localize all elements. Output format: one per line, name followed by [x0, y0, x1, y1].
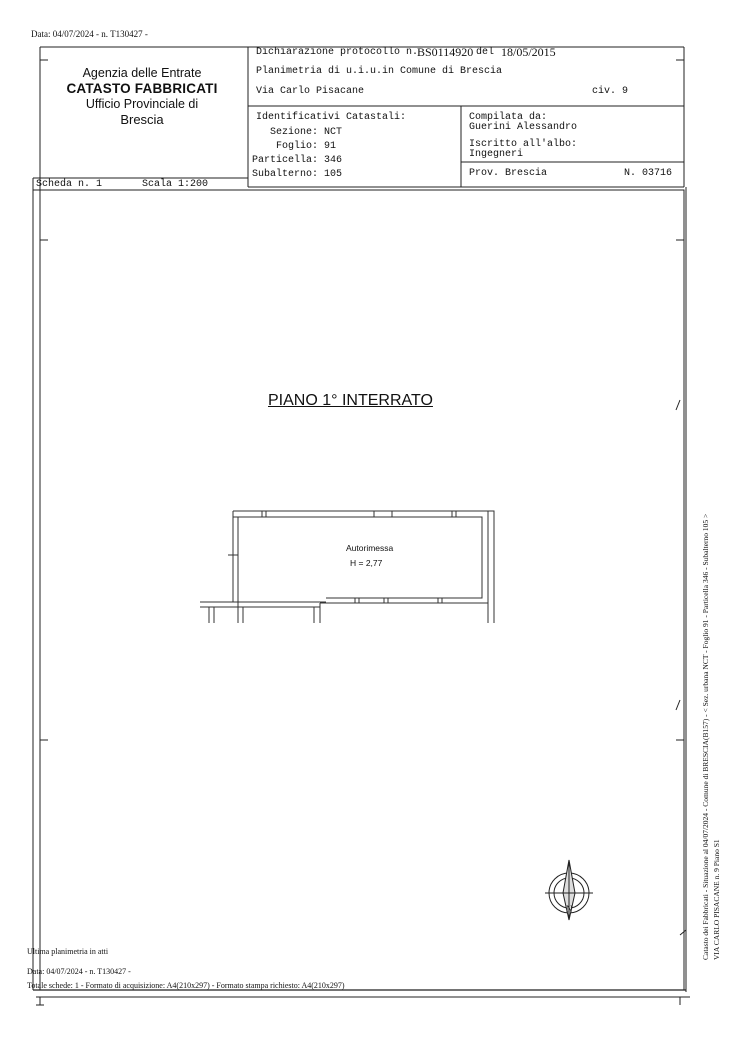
protocol-number: BS0114920: [417, 45, 474, 59]
agency-name: Agenzia delle Entrate: [82, 66, 202, 80]
room-name-label: Autorimessa: [346, 543, 394, 553]
albo-value: Ingegneri: [469, 149, 524, 160]
dichiarazione-label: Dichiarazione protocollo n.: [256, 47, 419, 58]
ultima-planimetria: Ultima planimetria in atti: [27, 947, 109, 956]
iscritto-label: Iscritto all'albo:: [469, 139, 578, 150]
del-label: del: [476, 47, 495, 58]
side-cadastral-info: [700, 360, 721, 960]
planimetria-text: Planimetria di u.i.u.in Comune di Brescia: [256, 66, 503, 77]
province-name: Brescia: [120, 112, 164, 128]
ufficio-provinciale: Ufficio Provinciale di: [85, 97, 199, 112]
footer-date: Data: 04/07/2024 - n. T130427 -: [27, 967, 131, 976]
subalterno-value: Subalterno: 105: [252, 169, 343, 180]
catasto-fabbricati: CATASTO FABBRICATI: [66, 81, 218, 96]
identificativi-title: Identificativi Catastali:: [256, 112, 407, 123]
plan-title: PIANO 1° INTERRATO: [268, 392, 433, 409]
top-stamp: Data: 04/07/2024 - n. T130427 -: [31, 29, 148, 39]
address-text: Via Carlo Pisacane: [256, 86, 365, 97]
scheda-number: Scheda n. 1: [36, 179, 103, 190]
scala-value: Scala 1:200: [142, 179, 209, 190]
compilata-name: Guerini Alessandro: [469, 122, 578, 133]
civ-number: civ. 9: [592, 86, 629, 97]
iscrizione-number: N. 03716: [624, 168, 673, 179]
footer-totale: Totale schede: 1 - Formato di acquisizione: A4(210x297) - Formato stampa richiesto: A4(210x297): [27, 981, 345, 990]
particella-value: Particella: 346: [252, 155, 343, 166]
prov-value: Prov. Brescia: [469, 168, 548, 179]
side-text-line2: VIA CARLO PISACANE n. 9 Piano S1: [712, 839, 721, 960]
sezione-value: Sezione: NCT: [270, 127, 343, 138]
room-height-label: H = 2,77: [350, 558, 383, 568]
side-text-line1: Catasto dei Fabbricati - Situazione al 04/07/2024 - Comune di BRESCIA(B157) - < Sez. urbana NCT - Foglio 91 - Particella 346 - Subalterno 105 >: [701, 513, 710, 960]
compilata-title: Compilata da:: [469, 112, 548, 123]
foglio-value: Foglio: 91: [276, 141, 337, 152]
protocol-date: 18/05/2015: [501, 45, 556, 59]
svg-text:N: N: [566, 904, 573, 914]
